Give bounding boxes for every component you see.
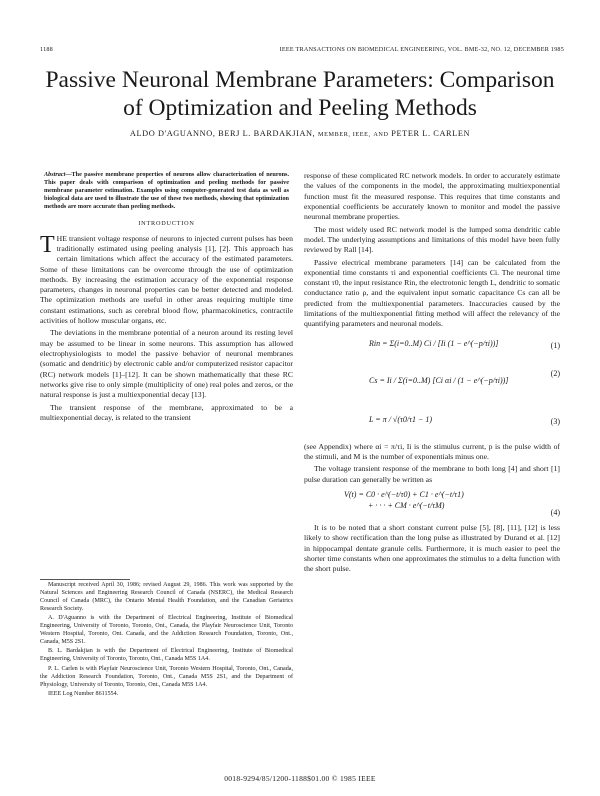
- copyright-line: 0018-9294/85/1200-1188$01.00 © 1985 IEEE: [224, 774, 376, 783]
- right-paragraph-5: The voltage transient response of the membrane to both long [4] and short [1] pulse duration can generally be written as: [304, 464, 560, 484]
- equation-4-number: (4): [550, 507, 560, 517]
- equation-3-body: L = π / √(τ0/τ1 − 1): [369, 414, 432, 424]
- equation-4-body: [344, 490, 464, 511]
- right-paragraph-3: Passive electrical membrane parameters [14] can be calculated from the exponential time constants τi and exponential coefficients Ci. The neuronal time constant τ0, the input resistance Rin, the electrotonic length L, dendritic to somatic conductance ratio ρ, and the equivalent input somatic capacitance Cs can all be predicted from the multiexponential parameters. Inaccuracies caused by the limitations of the multiexponential fitting method will affect the relevancy of the quantifying parameters and neuronal models.: [304, 257, 560, 329]
- left-column: [40, 171, 293, 425]
- title-line-2: of Optimization and Peeling Methods: [123, 95, 477, 122]
- footnote-received: Manuscript received April 30, 1986; revised August 29, 1986. This work was supported by the Natural Sciences and Engineering Research Council of Canada (NSERC), the Medical Research Council of Canada (MRC), the Ontario Mental Health Foundation, and the Canadian Geriatrics Research Society.: [40, 582, 293, 612]
- abstract-text: —The passive membrane properties of neurons allow characterization of neurons. This paper deals with comparison of optimization and peeling methods for passive membrane parameter estimation. Examples using computer-generated test data as well as biological data are used to illustrate the use of these two methods, showing that optimization methods are more accurate than peeling methods.: [44, 171, 289, 211]
- footnote-bardakjian: B. L. Bardakjian is with the Department of Electrical Engineering, Institute of Biomedical Engineering, University of Toronto, Toronto, Ont., Canada M5S 1A4.: [40, 648, 293, 663]
- right-paragraph-1: response of these complicated RC network models. In order to accurately estimate the values of the components in the model, the approximating multiexponential function must fit the measured response. This requires that time constants and exponential coefficients be accurately known to monitor and model the passive neuronal membrane properties.: [304, 171, 560, 222]
- equation-4-line-1: V(t) = C0 · e^(−t/τ0) + C1 · e^(−t/τ1): [344, 489, 464, 499]
- right-paragraph-2: The most widely used RC network model is the lumped soma dendritic cable model. The underlying assumptions and limitations of this model have been fully reviewed by Rall [14].: [304, 224, 560, 255]
- abstract-label: Abstract: [44, 171, 66, 178]
- footnote-log: IEEE Log Number 8611554.: [48, 690, 119, 697]
- footnote-carlen: P. L. Carlen is with Playfair Neuroscience Unit, Toronto Western Hospital, Toronto, Ont., Canada, the Addiction Research Foundation, Toronto, Ont., Canada M5S 2S1, and the Department of Physiology, University of Toronto, Toronto, Ont., Canada M5S 1A4.: [40, 665, 293, 688]
- footnote-aguanno: A. D'Aguanno is with the Department of Electrical Engineering, Institute of Biomedical Engineering, University of Toronto, Toronto, Ont., Canada, the Playfair Neuroscience Unit, Toronto Western Hospital, Toronto, Ont. Canada, and the Addiction Research Foundation, Toronto, Ont., Canada, M5S 2S1.: [40, 615, 293, 645]
- page-number: 1188: [40, 46, 53, 53]
- right-paragraph-4: (see Appendix) where αi = π/τi, Ii is the stimulus current, p is the pulse width of the stimuli, and M is the number of exponentials minus one.: [304, 441, 560, 461]
- equation-3-number: (3): [550, 416, 560, 426]
- drop-cap: T: [40, 231, 55, 258]
- author-names-1: ALDO D'AGUANNO, BERJ L. BARDAKJIAN,: [129, 129, 316, 138]
- equation-2-number: (2): [550, 368, 560, 378]
- right-column: [304, 171, 560, 577]
- author-line: [30, 129, 570, 138]
- equation-4-line-2: + · · · + CM · e^(−t/τM): [368, 500, 445, 510]
- journal-header: IEEE TRANSACTIONS ON BIOMEDICAL ENGINEERING, VOL. BME-32, NO. 12, DECEMBER 1985: [279, 46, 564, 53]
- right-paragraph-6: It is to be noted that a short constant current pulse [5], [8], [11], [12] is less likely to show rectification than the long pulse as illustrated by Durand et al. [12] in hippocampal dentate granule cells. Furthermore, it is much easier to peel the shorter time constants when one approximates the stimulus to a delta function with the short pulse.: [304, 522, 560, 574]
- title-line-1: Passive Neuronal Membrane Parameters: Comparison: [45, 67, 555, 93]
- footnote-rule: [40, 579, 130, 580]
- intro-paragraph-2: The deviations in the membrane potential of a neuron around its resting level may be assumed to be linear in some neurons. This assumption has allowed electrophysiologists to model the passive behavior of neuronal membranes (somatic and dendritic) by electronic cable and/or computerized resistor capacitor (RC) network models [1]–[12]. It can be shown mathematically that these RC networks give rise to only simple (multiplicity of one) real poles and zeros, or the natural response is just a multiexponential decay [13].: [40, 328, 293, 400]
- intro-paragraph-3: The transient response of the membrane, approximated to be a multiexponential decay, is related to the transient: [40, 402, 293, 422]
- intro-paragraph-1: [40, 231, 293, 327]
- abstract: [40, 171, 293, 211]
- footnotes: [40, 582, 293, 700]
- member-label: MEMBER, IEEE,: [318, 131, 371, 138]
- equation-2: [304, 366, 560, 406]
- equation-1-number: (1): [550, 340, 560, 350]
- paper-title: [30, 66, 570, 122]
- equation-4: [304, 490, 560, 518]
- equation-3: [304, 411, 560, 437]
- equation-1-body: Rin = Σ(i=0..M) Ci / [Ii (1 − e^(−p/τi))]: [369, 338, 499, 348]
- equation-1: [304, 335, 560, 361]
- author-names-2: PETER L. CARLEN: [391, 129, 471, 138]
- intro-paragraph-1-text: HE transient voltage response of neurons to injected current pulses has been traditionally estimated using peeling analysis [1], [2]. This approach has certain limitations which affect the accuracy of the estimated parameters. Some of these limitations can be overcome through the use of optimization methods. By increasing the estimation accuracy of the exponential response parameters, changes in neuronal properties can be better detected and modeled. The optimization methods are useful in other areas requiring multiple time constant estimations, such as cerebral blood flow, pharmacokinetics, contractile activities of hollow muscular organs, etc.: [40, 233, 293, 326]
- and-label: AND: [373, 131, 389, 138]
- equation-2-body: Cs = Ii / Σ(i=0..M) [Ci αi / (1 − e^(−p/τi))]: [369, 375, 509, 385]
- section-heading-introduction: INTRODUCTION: [138, 220, 195, 228]
